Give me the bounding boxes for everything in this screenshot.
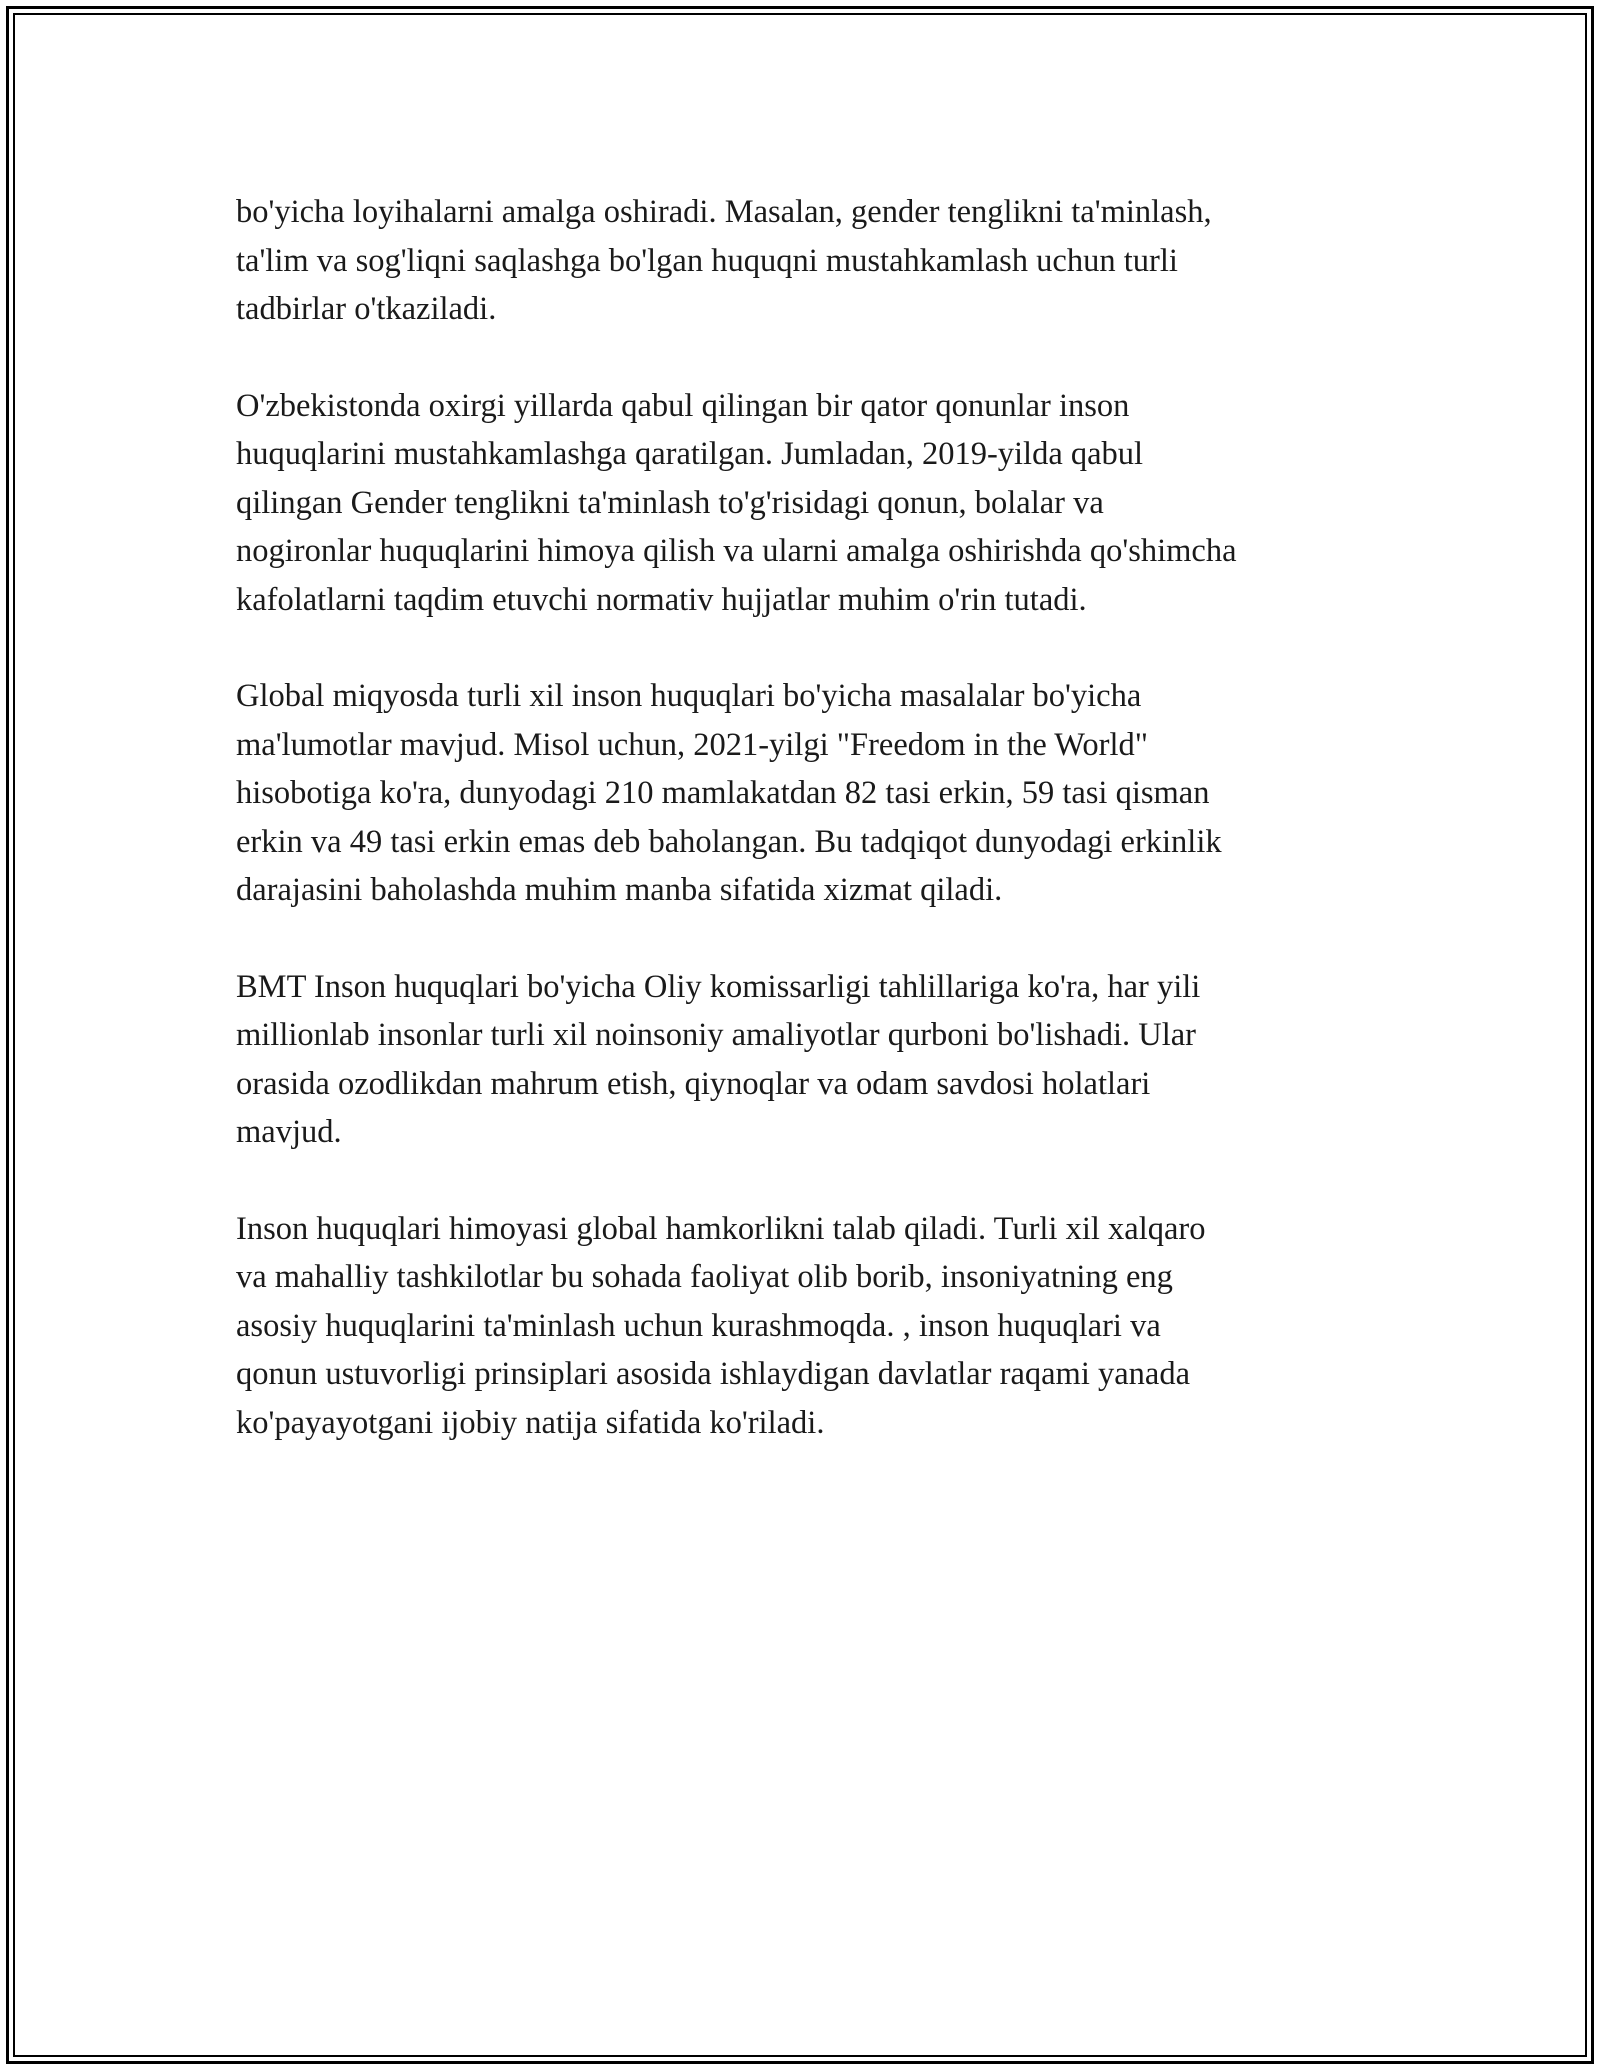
paragraph-3: Global miqyosda turli xil inson huquqlari bo'yicha masalalar bo'yicha ma'lumotlar mavjud. Misol uchun, 2021-yilgi "Freedom in the World" hisobotiga ko'ra, dunyodagi 210 mamlakatdan 82 tasi erkin, 59 tasi qisman erkin va 49 tasi erkin emas deb baholangan. Bu tadqiqot dunyodagi erkinlik darajasini baholashda muhim manba sifatida xizmat qiladi. bbox=[236, 678, 1222, 908]
paragraph-4: BMT Inson huquqlari bo'yicha Oliy komissarligi tahlillariga ko'ra, har yili millionlab insonlar turli xil noinsoniy amaliyotlar qurboni bo'lishadi. Ular orasida ozodlikdan mahrum etish, qiynoqlar va odam savdosi holatlari mavjud. bbox=[236, 968, 1201, 1150]
paragraph-1: bo'yicha loyihalarni amalga oshiradi. Masalan, gender tenglikni ta'minlash, ta'lim va sog'liqni saqlashga bo'lgan huquqni mustahkamlash uchun turli tadbirlar o'tkaziladi. bbox=[236, 194, 1212, 327]
paragraph-2: O'zbekistonda oxirgi yillarda qabul qilingan bir qator qonunlar inson huquqlarini mustahkamlashga qaratilgan. Jumladan, 2019-yilda qabul qilingan Gender tenglikni ta'minlash to'g'risidagi qonun, bolalar va nogironlar huquqlarini himoya qilish va ularni amalga oshirishda qo'shimcha kafolatlarni taqdim etuvchi normativ hujjatlar muhim o'rin tutadi. bbox=[236, 387, 1237, 618]
paragraph-5: Inson huquqlari himoyasi global hamkorlikni talab qiladi. Turli xil xalqaro va mahalliy tashkilotlar bu sohada faoliyat olib borib, insoniyatning eng asosiy huquqlarini ta'minlash uchun kurashmoqda. , inson huquqlari va qonun ustuvorligi prinsiplari asosida ishlaydigan davlatlar raqami yanada ko'payayotgani ijobiy natija sifatida ko'riladi. bbox=[236, 1210, 1206, 1441]
document-body bbox=[236, 188, 1386, 1495]
